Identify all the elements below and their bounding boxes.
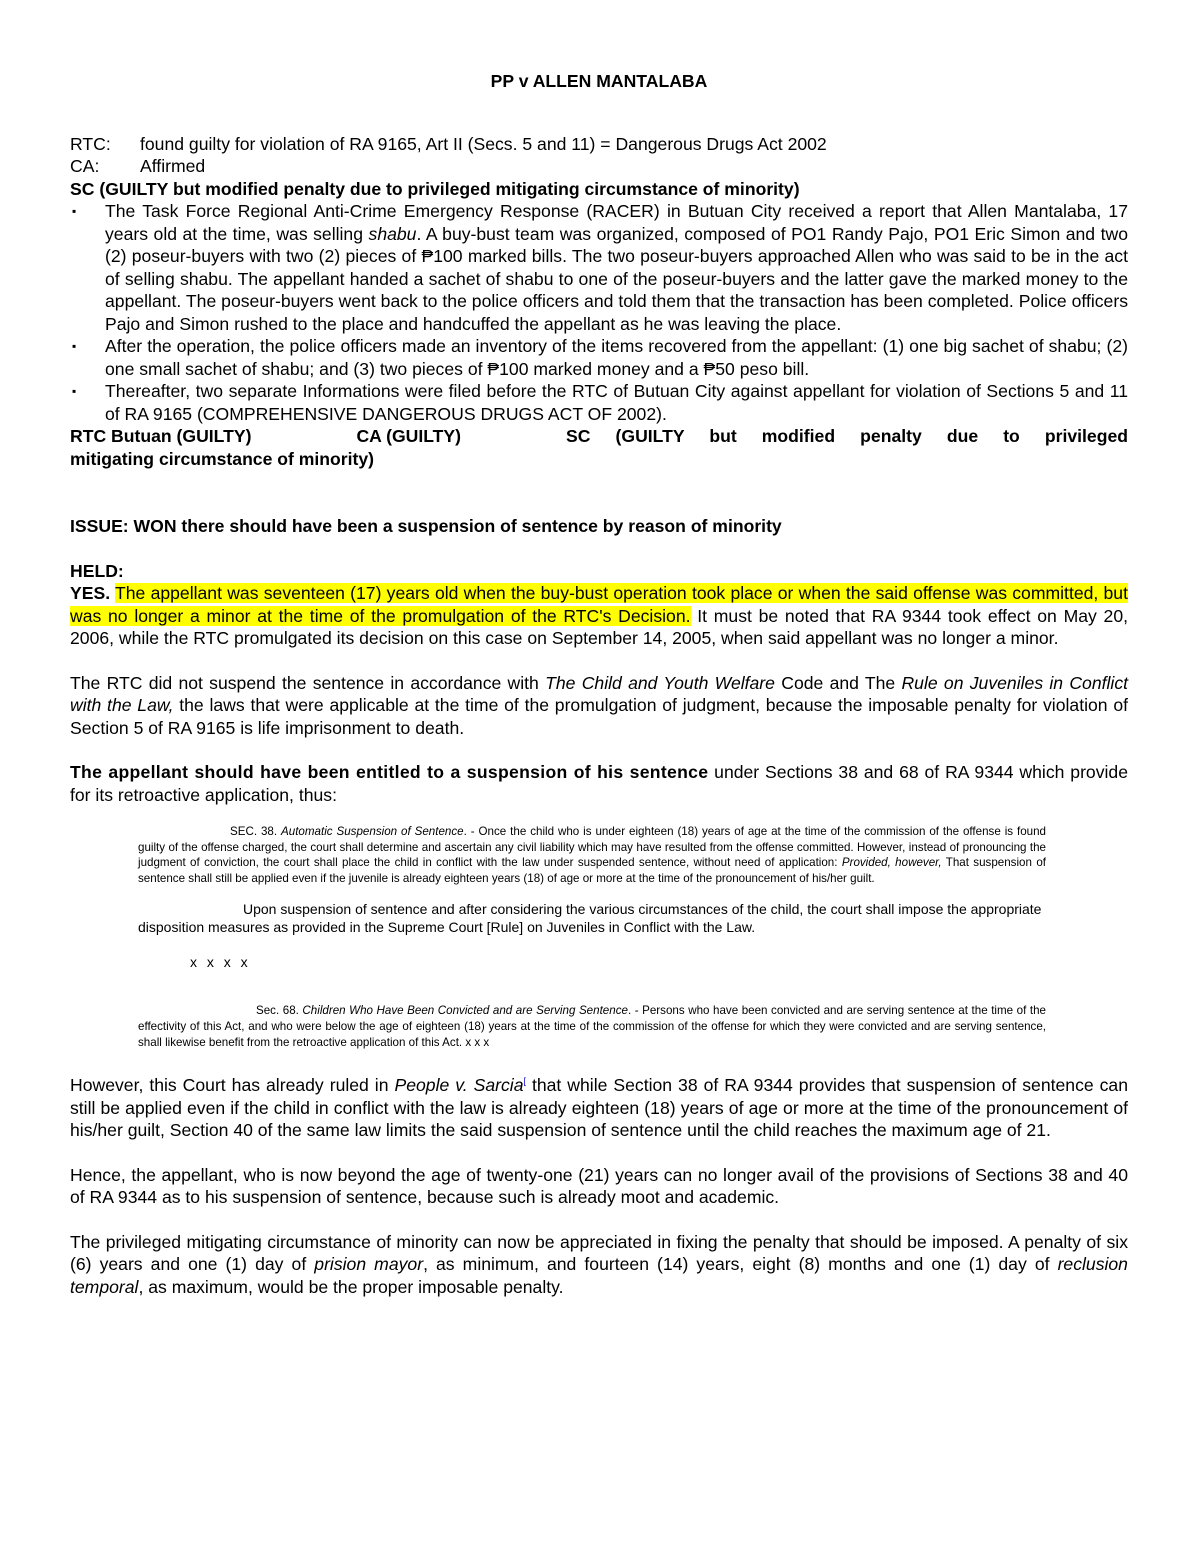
bullet-icon: ▪ [72,384,77,398]
rtc-line [70,133,1128,156]
court-ca: CA (GUILTY) [356,426,462,446]
quote-sec38-continued: Upon suspension of sentence and after considering the various circumstances of the child, the court shall impose the appropriate disposition measures as provided in the Supreme Court [Rule] on Juveniles in Conflict with the Law. [138,900,1042,936]
court-sc: SC (GUILTY but modified penalty due to privileged [566,426,1128,446]
sc-line: SC (GUILTY but modified penalty due to privileged mitigating circumstance of minority) [70,178,800,199]
hence-paragraph: Hence, the appellant, who is now beyond the age of twenty-one (21) years can no longer avail of the provisions of Sections 38 and 40 of RA 9344 as to his suspension of sentence, because such is already moot and academic. [70,1164,1128,1208]
omission-marker: x x x x [190,953,251,970]
quote-sec68: Sec. 68. Children Who Have Been Convicted and are Serving Sentence. - Persons who have been convicted and are serving sentence at the time of the effectivity of this Act, and who were below the age of eighteen (18) years at the time of the commission of the offense for which they were convicted and are serving sentence, shall likewise benefit from the retroactive application of this Act. x x x [138,1004,1046,1049]
list-item: ▪ The Task Force Regional Anti-Crime Emergency Response (RACER) in Butuan City received a report that Allen Mantalaba, 17 years old at the time, was selling shabu. A buy-bust team was organized, composed of PO1 Randy Pajo, PO1 Eric Simon and two (2) poseur-buyers with two (2) pieces of ₱100 marked bills. The two poseur-buyers approached Allen who was said to be in the act of selling shabu. The appellant handed a sachet of shabu to one of the poseur-buyers and the latter gave the marked money to the appellant. The poseur-buyers went back to the police officers and told them that the transaction has been completed. Police officers Pajo and Simon rushed to the place and handcuffed the appellant as he was leaving the place. [72,201,1128,334]
bullet-icon: ▪ [72,204,77,218]
entitlement-paragraph: The appellant should have been entitled to a suspension of his sentence under Sections 38 and 68 of RA 9344 which provide for its retroactive application, thus: [70,762,1128,805]
list-item: ▪ Thereafter, two separate Informations were filed before the RTC of Butuan City against appellant for violation of Sections 5 and 11 of RA 9165 (COMPREHENSIVE DANGEROUS DRUGS ACT OF 2002). [72,381,1128,424]
held-heading: HELD: [70,560,124,581]
rtc-label: RTC: [70,133,111,154]
document-title: PP v ALLEN MANTALABA [490,71,708,91]
courts-summary [70,425,1128,448]
ca-text: Affirmed [140,156,206,176]
ca-line [70,155,1128,178]
quote-sec38: SEC. 38. Automatic Suspension of Sentence. - Once the child who is under eighteen (18) years of age at the time of the commission of the offense is found guilty of the offense charged, the court shall determine and ascertain any civil liability which may have resulted from the offense committed. However, instead of pronouncing the judgment of conviction, the court shall place the child in conflict with the law under suspended sentence, without need of application: Provided, however, That suspension of sentence shall still be applied even if the juvenile is already eighteen years (18) of age or more at the time of the pronouncement of his/her guilt. [138,825,1047,886]
sarcia-paragraph: However, this Court has already ruled in People v. Sarcia[ that while Section 38 of RA 9344 provides that suspension of sentence can still be applied even if the child in conflict with the law is already eighteen (18) years of age or more at the time of the pronouncement of his/her guilt, Section 40 of the same law limits the said suspension of sentence until the child reaches the maximum age of 21. [70,1075,1129,1141]
rtc-text: found guilty for violation of RA 9165, Art II (Secs. 5 and 11) = Dangerous Drugs Act 2002 [140,133,827,154]
highlighted-text: The appellant was seventeen (17) years old when the buy-bust operation took place or when the said offense was committed, but was no longer a minor at the time of the promulgation of the RTC's Decision. [70,583,1128,626]
footnote-marker[interactable]: [ [523,1076,526,1087]
court-rtc: RTC Butuan (GUILTY) [70,426,252,446]
rtc-paragraph: The RTC did not suspend the sentence in accordance with The Child and Youth Welfare Code and The Rule on Juveniles in Conflict with the Law, the laws that were applicable at the time of the promulgation of judgment, because the imposable penalty for violation of Section 5 of RA 9165 is life imprisonment to death. [70,672,1129,738]
list-item: ▪ After the operation, the police officers made an inventory of the items recovered from the appellant: (1) one big sachet of shabu; (2) one small sachet of shabu; and (3) two pieces of ₱100 marked money and a ₱50 peso bill. [72,336,1128,379]
held-paragraph: YES. The appellant was seventeen (17) years old when the buy-bust operation took place or when the said offense was committed, but was no longer a minor at the time of the promulgation of the RTC's Decision. It must be noted that RA 9344 took effect on May 20, 2006, while the RTC promulgated its decision on this case on September 14, 2005, when said appellant was no longer a minor. [70,583,1128,648]
document-page [70,70,1128,1298]
issue-heading: ISSUE: WON there should have been a suspension of sentence by reason of minority [70,516,782,536]
bullet-icon: ▪ [72,339,77,353]
ca-label: CA: [70,156,100,176]
facts-list [70,200,1128,425]
court-sc-continued: mitigating circumstance of minority) [70,448,375,469]
penalty-paragraph: The privileged mitigating circumstance of minority can now be appreciated in fixing the penalty that should be imposed. A penalty of six (6) years and one (1) day of prision mayor, as minimum, and fourteen (14) years, eight (8) months and one (1) day of reclusion temporal, as maximum, would be the proper imposable penalty. [70,1231,1128,1297]
